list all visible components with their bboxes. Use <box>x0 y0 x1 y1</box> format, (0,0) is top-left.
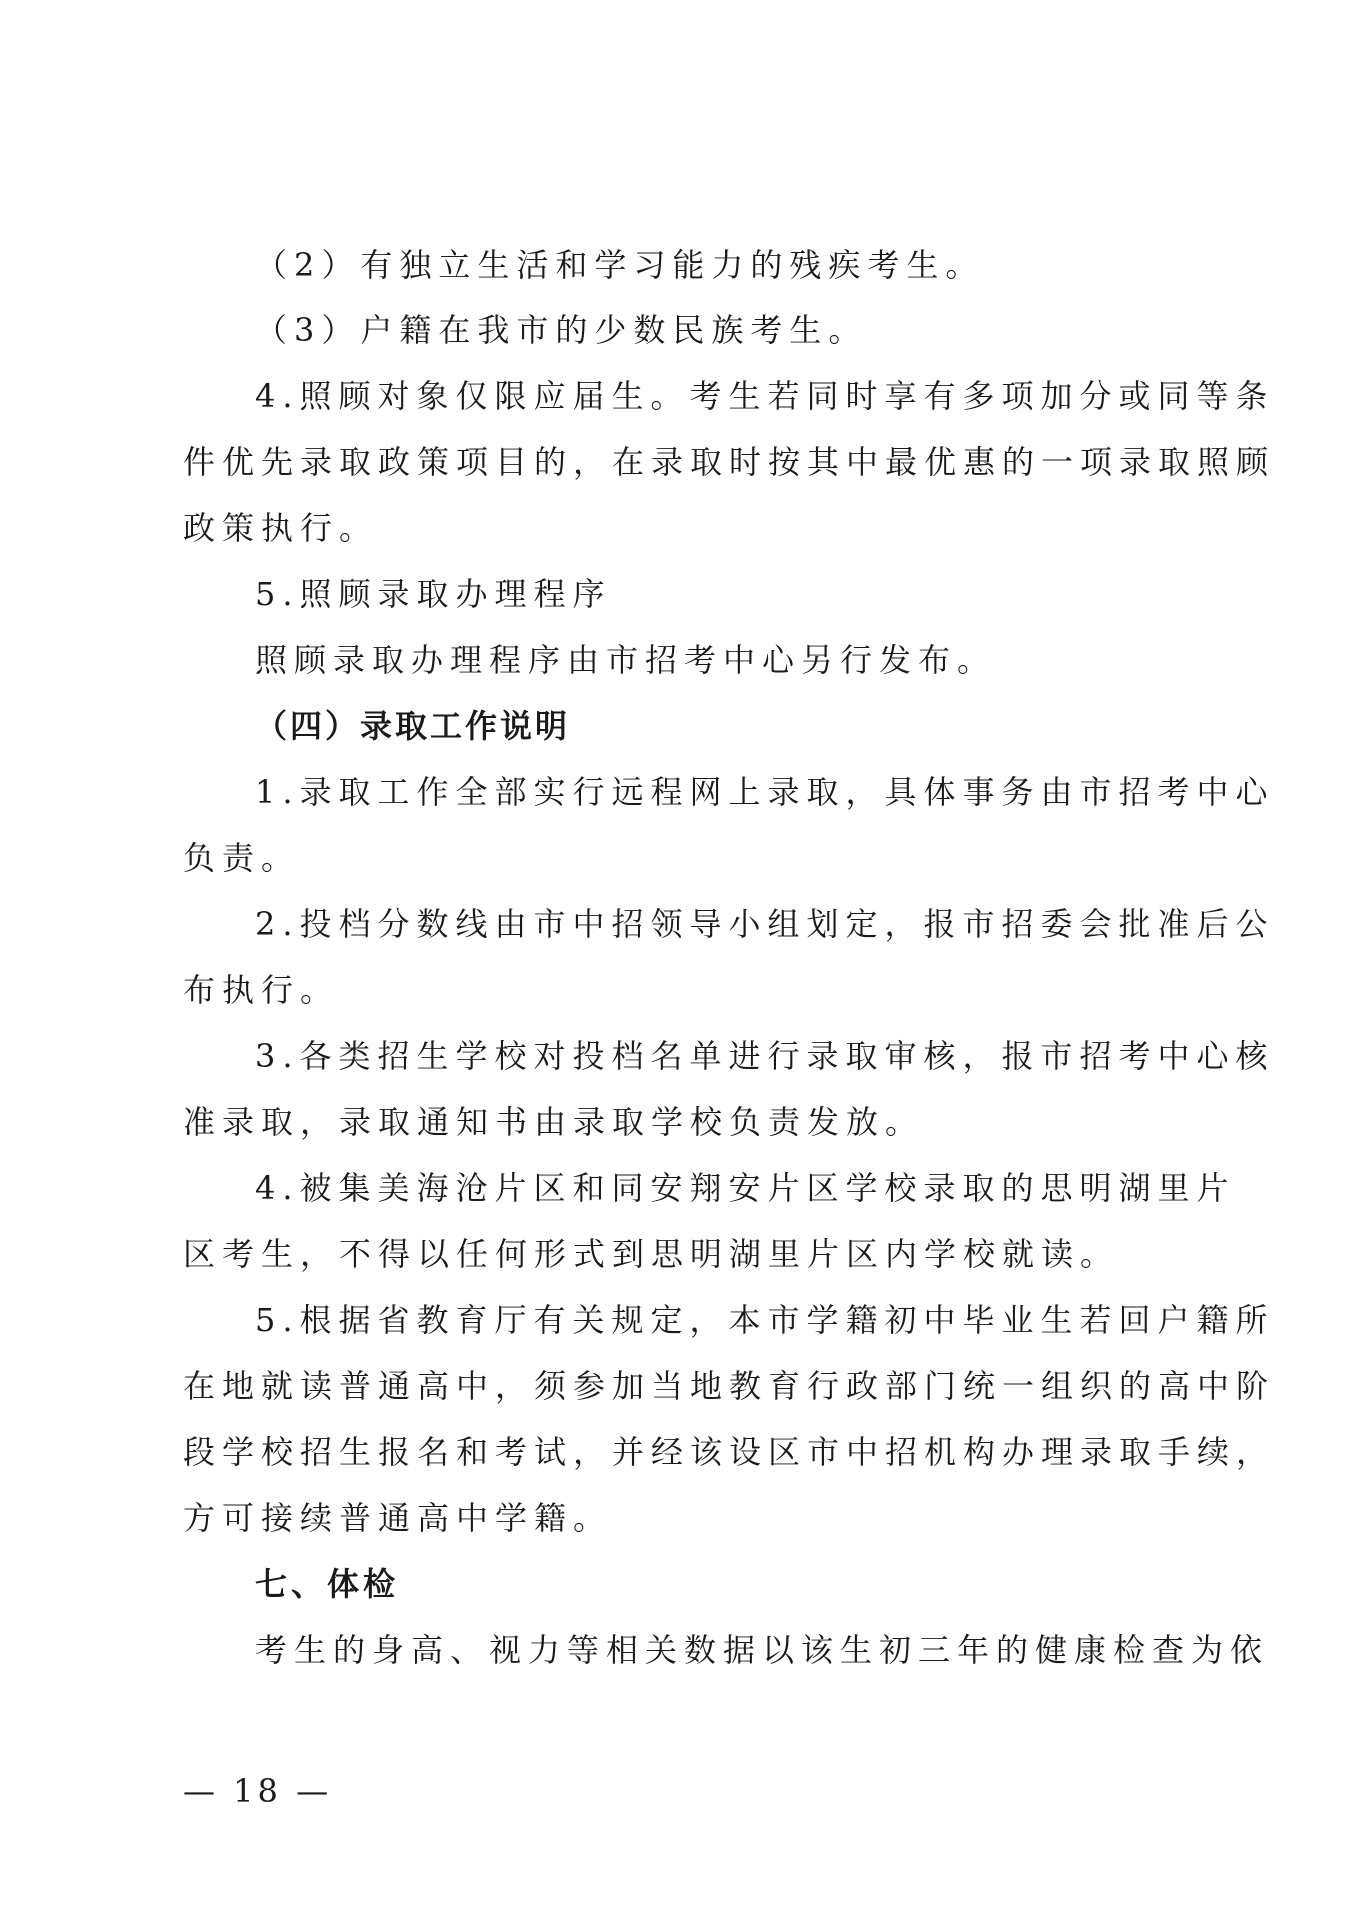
paragraph-line: 准录取，录取通知书由录取学校负责发放。 <box>183 1103 925 1141</box>
paragraph-line: 布执行。 <box>183 971 340 1009</box>
section-subheading: （四）录取工作说明 <box>255 707 571 745</box>
paragraph-line: 方可接续普通高中学籍。 <box>183 1499 613 1537</box>
paragraph-line: 区考生，不得以任何形式到思明湖里片区内学校就读。 <box>183 1235 1120 1273</box>
paragraph-line: 4.被集美海沧片区和同安翔安片区学校录取的思明湖里片 <box>255 1169 1236 1207</box>
paragraph-line: 照顾录取办理程序由市招考中心另行发布。 <box>255 641 997 679</box>
paragraph-line: 件优先录取政策项目的，在录取时按其中最优惠的一项录取照顾 <box>183 443 1276 481</box>
paragraph-line: 政策执行。 <box>183 509 379 547</box>
paragraph-line: 5.照顾录取办理程序 <box>255 575 612 613</box>
paragraph-line: 负责。 <box>183 839 301 877</box>
paragraph-line: （3）户籍在我市的少数民族考生。 <box>255 311 868 349</box>
page-number: — 18 — <box>183 1772 333 1810</box>
paragraph-line: 3.各类招生学校对投档名单进行录取审核，报市招考中心核 <box>255 1037 1275 1075</box>
paragraph-line: 考生的身高、视力等相关数据以该生初三年的健康检查为依 <box>255 1631 1270 1669</box>
paragraph-line: 5.根据省教育厅有关规定，本市学籍初中毕业生若回户籍所 <box>255 1301 1275 1339</box>
paragraph-line: 1.录取工作全部实行远程网上录取，具体事务由市招考中心 <box>255 773 1275 811</box>
paragraph-line: 4.照顾对象仅限应届生。考生若同时享有多项加分或同等条 <box>255 377 1275 415</box>
paragraph-line: 2.投档分数线由市中招领导小组划定，报市招委会批准后公 <box>255 905 1275 943</box>
paragraph-line: 段学校招生报名和考试，并经该设区市中招机构办理录取手续， <box>183 1433 1276 1471</box>
paragraph-line: 在地就读普通高中，须参加当地教育行政部门统一组织的高中阶 <box>183 1367 1276 1405</box>
paragraph-line: （2）有独立生活和学习能力的残疾考生。 <box>255 246 985 284</box>
section-heading: 七、体检 <box>255 1565 400 1603</box>
